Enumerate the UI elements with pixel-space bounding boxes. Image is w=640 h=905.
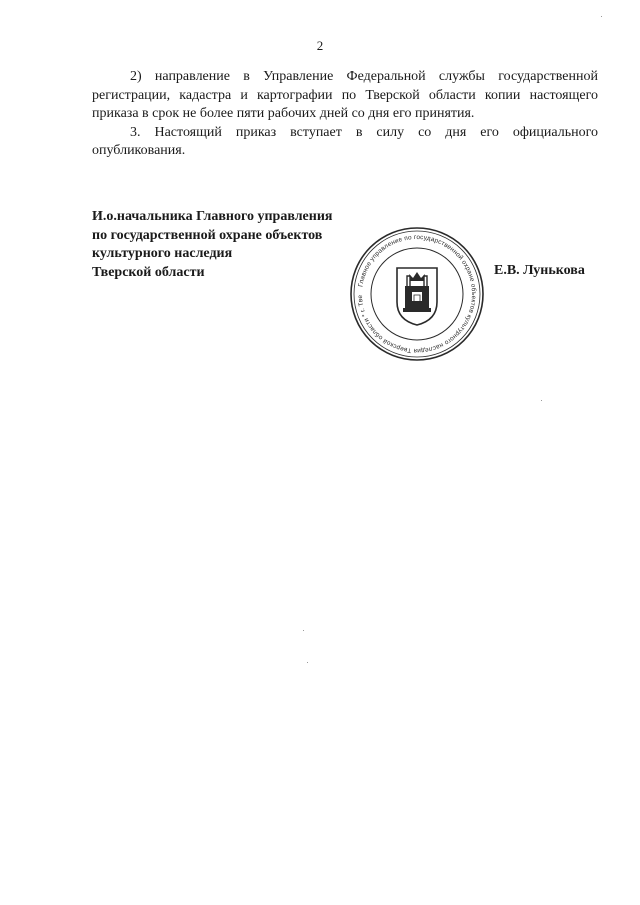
position-line: культурного наследия bbox=[92, 246, 233, 261]
position-line: Тверской области bbox=[92, 264, 205, 280]
seal-ring-text: Главное управление по государственной охране объектов культурного наследия Тверской области * г. Тве bbox=[356, 233, 478, 355]
paragraph-item-3: 3. Настоящий приказ вступает в силу со дня его официального опубликования. bbox=[92, 124, 598, 158]
signer-name: Е.В. Лунькова bbox=[494, 263, 585, 278]
paragraph-item-2: 2) направление в Управление Федеральной службы государственной регистрации, кадастра и картографии по Тверской области копии настоящего приказа в срок не более пяти рабочих дней со дня его принятия. bbox=[92, 69, 598, 121]
scan-speck bbox=[303, 630, 304, 631]
scan-speck bbox=[307, 662, 308, 663]
scan-speck bbox=[541, 400, 542, 401]
page-number: 2 bbox=[316, 38, 324, 53]
scan-speck bbox=[601, 16, 602, 17]
position-line: И.о.начальника Главного управления bbox=[92, 209, 333, 224]
position-line: по государственной охране объектов bbox=[92, 227, 323, 243]
signatory-position bbox=[92, 208, 392, 282]
order-body-text bbox=[92, 68, 598, 161]
tver-coat-of-arms-icon bbox=[397, 268, 437, 325]
official-seal-stamp bbox=[349, 226, 485, 362]
